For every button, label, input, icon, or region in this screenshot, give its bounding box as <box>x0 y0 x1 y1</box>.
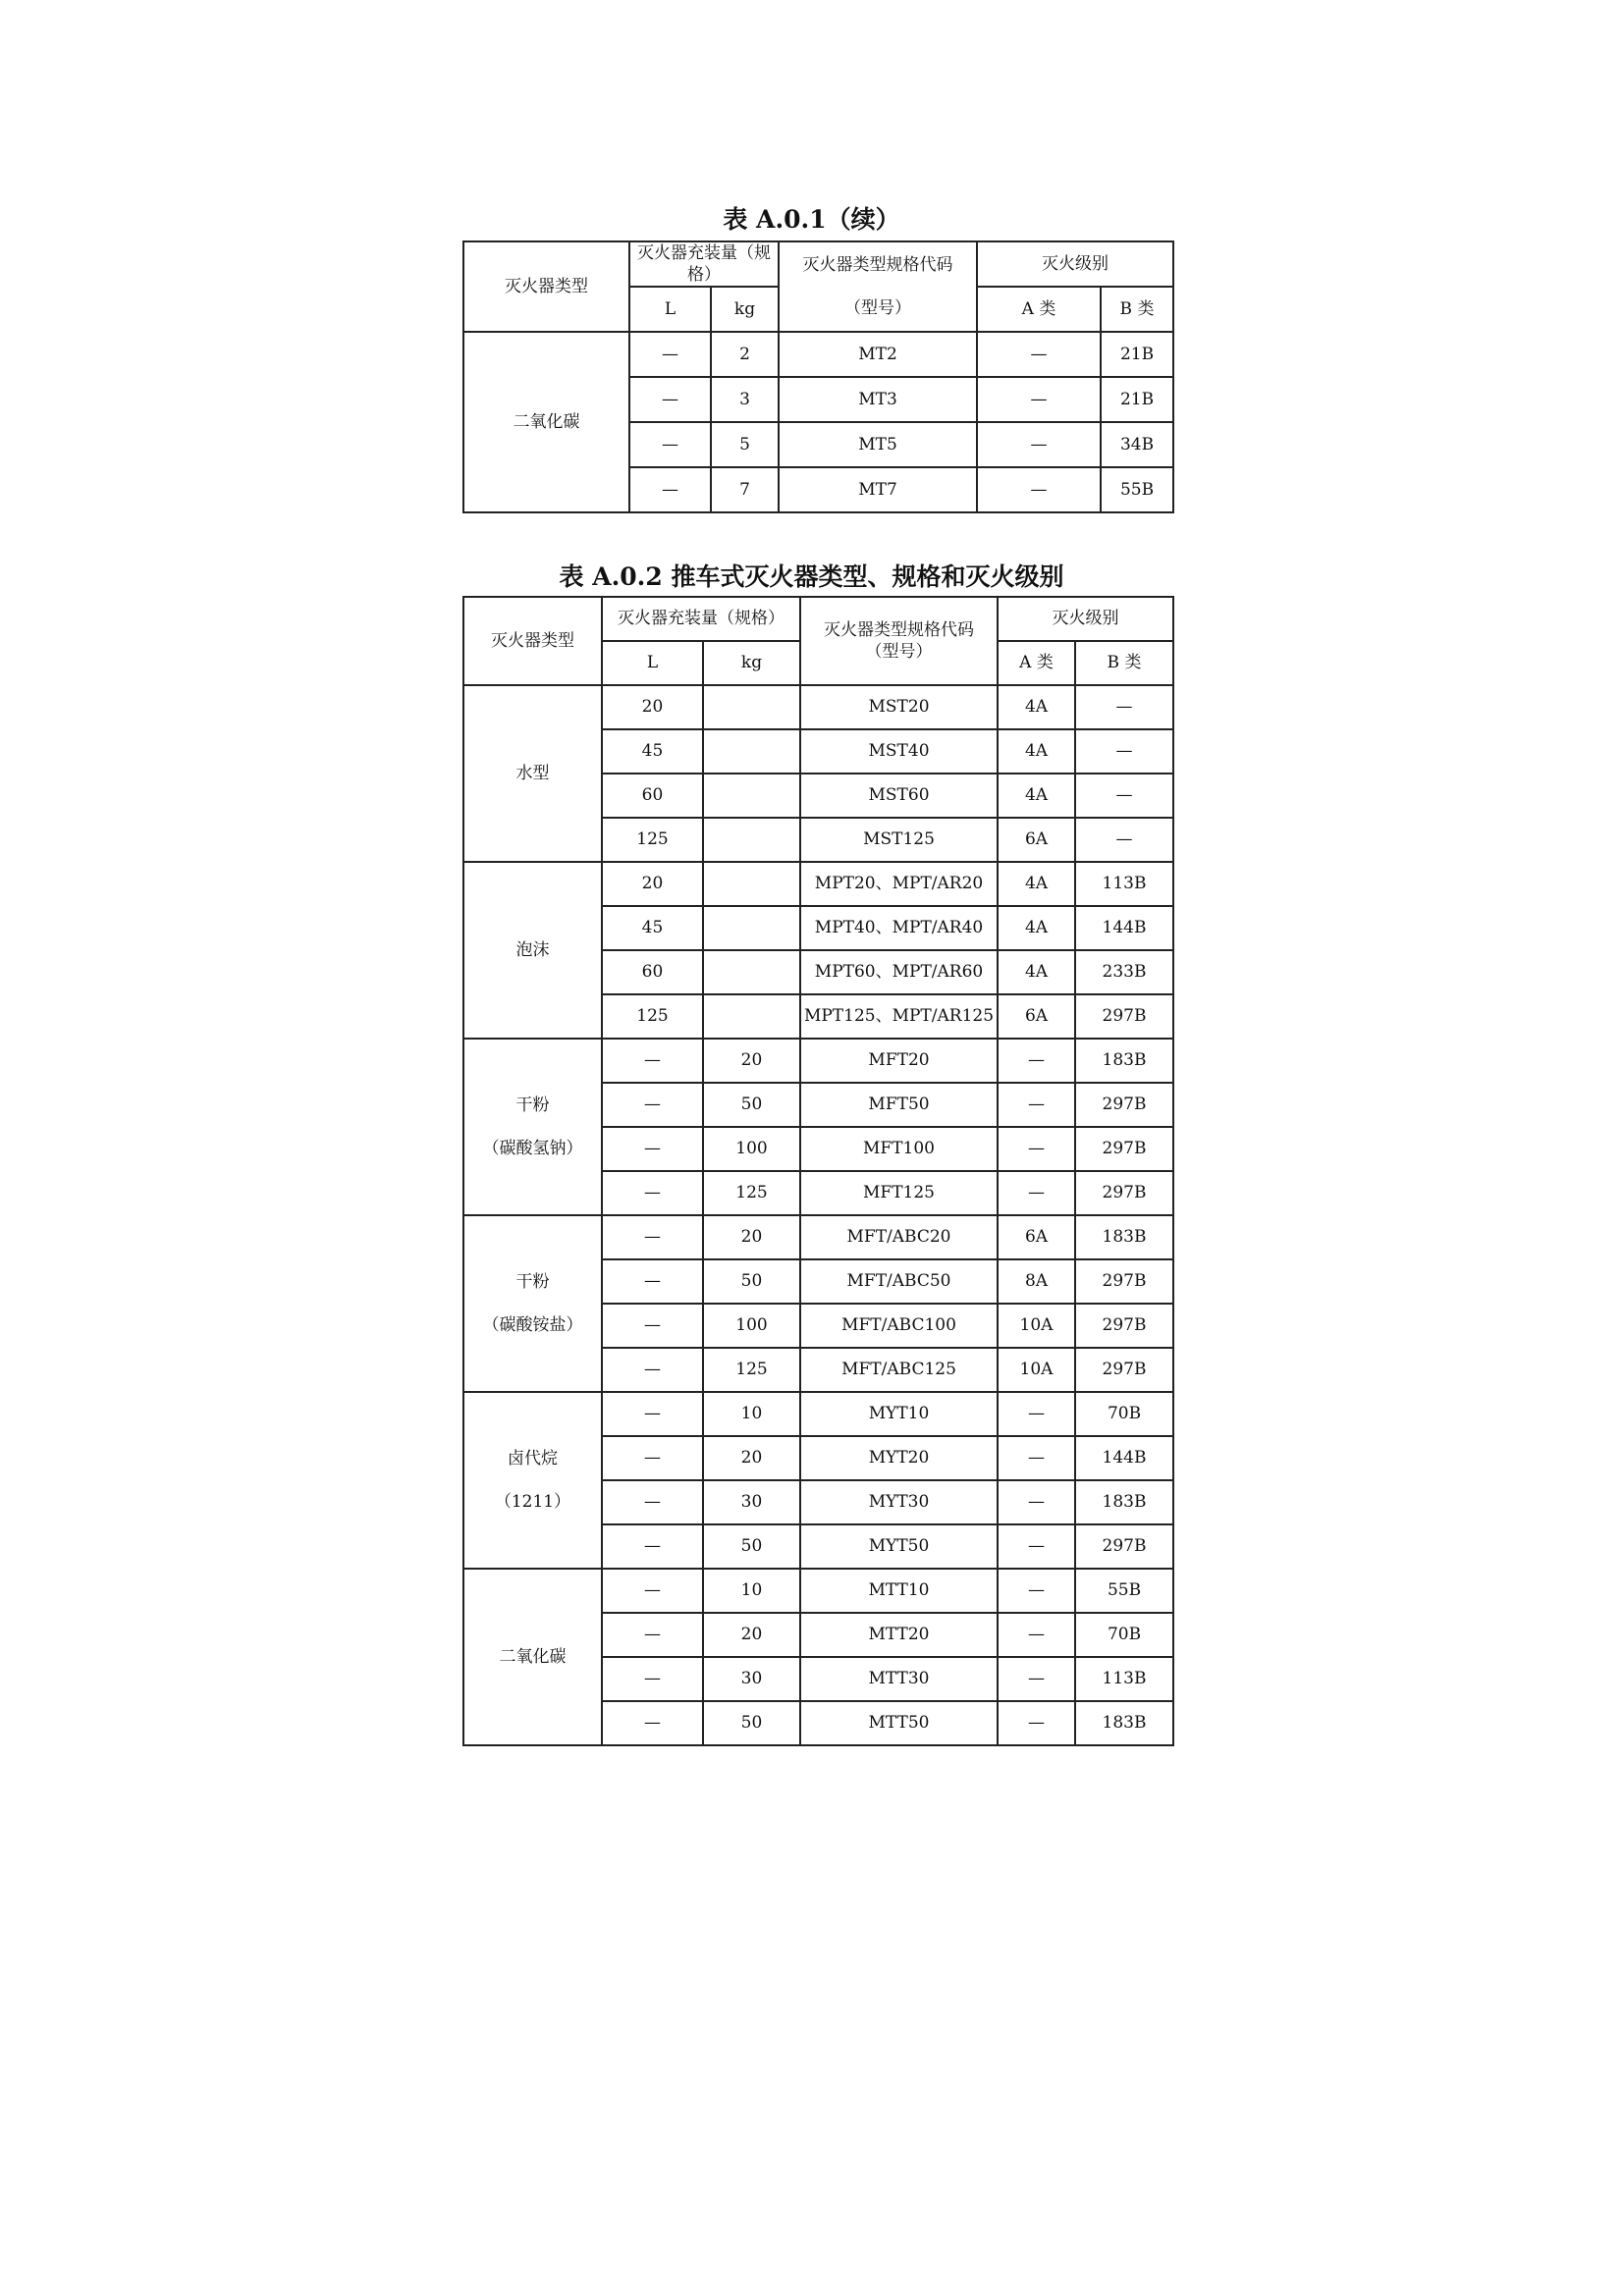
rating-a-cell: — <box>977 377 1101 422</box>
rating-b-cell: 297B <box>1075 1304 1173 1348</box>
capacity-l-cell: 125 <box>602 994 703 1039</box>
rating-a-cell: — <box>998 1127 1075 1171</box>
rating-b-cell: — <box>1075 685 1173 729</box>
model-code-cell: MYT50 <box>800 1524 998 1569</box>
header-rating: 灭火级别 <box>977 241 1173 287</box>
capacity-kg-cell <box>703 774 800 818</box>
rating-b-cell: 70B <box>1075 1613 1173 1657</box>
rating-a-cell: — <box>998 1701 1075 1745</box>
capacity-l-cell: — <box>602 1480 703 1524</box>
table1-caption: 表 A.0.1（续） <box>723 205 900 234</box>
table-row <box>463 685 1173 729</box>
table-row <box>463 862 1173 906</box>
rating-b-cell: 21B <box>1101 332 1173 377</box>
header-type: 灭火器类型 <box>463 241 629 332</box>
capacity-l-cell: — <box>602 1436 703 1480</box>
model-code-cell: MST60 <box>800 774 998 818</box>
rating-a-cell: 4A <box>998 729 1075 774</box>
rating-a-cell: — <box>977 467 1101 512</box>
rating-b-cell: 70B <box>1075 1392 1173 1436</box>
rating-b-cell: 21B <box>1101 377 1173 422</box>
capacity-kg-cell <box>703 950 800 994</box>
rating-b-cell: — <box>1075 774 1173 818</box>
capacity-l-cell: — <box>602 1259 703 1304</box>
extinguisher-type-label: （1211） <box>494 1492 571 1512</box>
rating-b-cell: 183B <box>1075 1039 1173 1083</box>
capacity-kg-cell: 125 <box>703 1348 800 1392</box>
capacity-kg-cell <box>703 685 800 729</box>
capacity-l-cell: — <box>602 1392 703 1436</box>
header-code-line1: 灭火器类型规格代码 <box>802 255 953 275</box>
model-code-cell: MFT/ABC125 <box>800 1348 998 1392</box>
capacity-l-cell: — <box>602 1083 703 1127</box>
capacity-l-cell: 20 <box>602 685 703 729</box>
model-code-cell: MTT50 <box>800 1701 998 1745</box>
extinguisher-type-label: 水型 <box>515 763 550 783</box>
capacity-l-cell: — <box>602 1613 703 1657</box>
model-code-cell: MT5 <box>779 422 977 467</box>
model-code-cell: MFT/ABC100 <box>800 1304 998 1348</box>
rating-b-cell: 297B <box>1075 1348 1173 1392</box>
rating-a-cell: — <box>998 1171 1075 1215</box>
rating-b-cell: 297B <box>1075 1524 1173 1569</box>
rating-a-cell: 4A <box>998 950 1075 994</box>
capacity-l-cell: — <box>602 1127 703 1171</box>
table-row <box>463 1215 1173 1259</box>
rating-a-cell: — <box>998 1613 1075 1657</box>
capacity-kg-cell: 30 <box>703 1480 800 1524</box>
rating-a-cell: 10A <box>998 1348 1075 1392</box>
rating-a-cell: 4A <box>998 774 1075 818</box>
extinguisher-type-cell <box>463 1392 602 1569</box>
model-code-cell: MYT10 <box>800 1392 998 1436</box>
capacity-l-cell: — <box>602 1524 703 1569</box>
model-code-cell: MTT20 <box>800 1613 998 1657</box>
header-capacity: 灭火器充装量（规格） <box>629 241 779 287</box>
model-code-cell: MPT40、MPT/AR40 <box>800 906 998 950</box>
table-a02-cart-extinguishers <box>462 596 1174 1746</box>
model-code-cell: MYT20 <box>800 1436 998 1480</box>
extinguisher-type-label: 干粉 <box>515 1095 550 1115</box>
capacity-l-cell: 20 <box>602 862 703 906</box>
table-a01-continued <box>462 240 1174 513</box>
capacity-l-cell: — <box>629 332 711 377</box>
extinguisher-type-label: 二氧化碳 <box>513 412 580 433</box>
capacity-l-cell: — <box>629 422 711 467</box>
extinguisher-type-label: 泡沫 <box>515 939 550 960</box>
model-code-cell: MPT125、MPT/AR125 <box>800 994 998 1039</box>
model-code-cell: MTT30 <box>800 1657 998 1701</box>
table-row <box>463 332 1173 377</box>
capacity-kg-cell <box>703 906 800 950</box>
capacity-l-cell: 45 <box>602 906 703 950</box>
capacity-kg-cell <box>703 862 800 906</box>
capacity-l-cell: — <box>602 1171 703 1215</box>
rating-a-cell: 4A <box>998 685 1075 729</box>
model-code-cell: MST40 <box>800 729 998 774</box>
header-code-line2: （型号） <box>865 642 933 662</box>
rating-a-cell: — <box>977 422 1101 467</box>
header-type: 灭火器类型 <box>463 597 602 685</box>
table-row <box>463 1569 1173 1613</box>
rating-b-cell: 55B <box>1101 467 1173 512</box>
model-code-cell: MFT20 <box>800 1039 998 1083</box>
capacity-l-cell: — <box>602 1657 703 1701</box>
header-kg: kg <box>711 287 779 332</box>
rating-a-cell: — <box>998 1524 1075 1569</box>
header-code-line1: 灭火器类型规格代码 <box>824 619 974 640</box>
extinguisher-type-label: 干粉 <box>515 1271 550 1292</box>
capacity-l-cell: — <box>602 1701 703 1745</box>
capacity-l-cell: 45 <box>602 729 703 774</box>
rating-b-cell: 144B <box>1075 1436 1173 1480</box>
extinguisher-type-cell <box>463 1215 602 1392</box>
extinguisher-type-cell <box>463 1569 602 1745</box>
capacity-kg-cell: 125 <box>703 1171 800 1215</box>
capacity-kg-cell: 5 <box>711 422 779 467</box>
header-rating: 灭火级别 <box>998 597 1173 641</box>
rating-a-cell: — <box>998 1039 1075 1083</box>
rating-a-cell: — <box>998 1569 1075 1613</box>
model-code-cell: MFT/ABC50 <box>800 1259 998 1304</box>
rating-b-cell: 113B <box>1075 1657 1173 1701</box>
header-code <box>800 597 998 685</box>
header-b: B 类 <box>1101 287 1173 332</box>
capacity-l-cell: 60 <box>602 774 703 818</box>
model-code-cell: MFT125 <box>800 1171 998 1215</box>
rating-a-cell: — <box>998 1392 1075 1436</box>
capacity-l-cell: — <box>629 377 711 422</box>
rating-b-cell: — <box>1075 818 1173 862</box>
capacity-kg-cell: 10 <box>703 1569 800 1613</box>
model-code-cell: MFT100 <box>800 1127 998 1171</box>
rating-b-cell: 183B <box>1075 1215 1173 1259</box>
rating-b-cell: 183B <box>1075 1701 1173 1745</box>
rating-a-cell: 6A <box>998 994 1075 1039</box>
capacity-kg-cell: 3 <box>711 377 779 422</box>
model-code-cell: MFT/ABC20 <box>800 1215 998 1259</box>
rating-a-cell: 4A <box>998 906 1075 950</box>
header-l: L <box>629 287 711 332</box>
extinguisher-type-label: （碳酸铵盐） <box>482 1315 583 1335</box>
rating-b-cell: 113B <box>1075 862 1173 906</box>
table2-caption: 表 A.0.2 推车式灭火器类型、规格和灭火级别 <box>559 562 1064 591</box>
capacity-kg-cell: 20 <box>703 1436 800 1480</box>
capacity-kg-cell: 100 <box>703 1127 800 1171</box>
rating-b-cell: 233B <box>1075 950 1173 994</box>
capacity-kg-cell: 50 <box>703 1083 800 1127</box>
extinguisher-type-label: 卤代烷 <box>508 1448 558 1468</box>
capacity-kg-cell: 10 <box>703 1392 800 1436</box>
capacity-kg-cell <box>703 818 800 862</box>
header-a: A 类 <box>977 287 1101 332</box>
model-code-cell: MYT30 <box>800 1480 998 1524</box>
rating-b-cell: 297B <box>1075 994 1173 1039</box>
header-kg: kg <box>703 641 800 685</box>
capacity-kg-cell: 100 <box>703 1304 800 1348</box>
capacity-kg-cell: 50 <box>703 1524 800 1569</box>
rating-a-cell: 10A <box>998 1304 1075 1348</box>
capacity-kg-cell: 20 <box>703 1039 800 1083</box>
capacity-kg-cell: 30 <box>703 1657 800 1701</box>
capacity-l-cell: 125 <box>602 818 703 862</box>
capacity-l-cell: — <box>602 1039 703 1083</box>
table-row <box>463 1039 1173 1083</box>
rating-a-cell: — <box>998 1083 1075 1127</box>
rating-b-cell: 297B <box>1075 1259 1173 1304</box>
header-a: A 类 <box>998 641 1075 685</box>
extinguisher-type-cell <box>463 685 602 862</box>
rating-b-cell: 297B <box>1075 1127 1173 1171</box>
header-l: L <box>602 641 703 685</box>
model-code-cell: MPT20、MPT/AR20 <box>800 862 998 906</box>
model-code-cell: MT7 <box>779 467 977 512</box>
table-row <box>463 1392 1173 1436</box>
header-capacity: 灭火器充装量（规格） <box>602 597 800 641</box>
rating-a-cell: — <box>977 332 1101 377</box>
rating-a-cell: — <box>998 1480 1075 1524</box>
rating-b-cell: 55B <box>1075 1569 1173 1613</box>
extinguisher-type-cell <box>463 862 602 1039</box>
capacity-kg-cell: 50 <box>703 1259 800 1304</box>
capacity-l-cell: — <box>602 1304 703 1348</box>
header-code-line2: （型号） <box>844 298 911 319</box>
capacity-kg-cell <box>703 994 800 1039</box>
rating-b-cell: — <box>1075 729 1173 774</box>
rating-b-cell: 297B <box>1075 1171 1173 1215</box>
rating-a-cell: 6A <box>998 818 1075 862</box>
rating-b-cell: 183B <box>1075 1480 1173 1524</box>
extinguisher-type-label: （碳酸氢钠） <box>482 1139 583 1158</box>
rating-a-cell: 4A <box>998 862 1075 906</box>
capacity-kg-cell: 2 <box>711 332 779 377</box>
extinguisher-type-cell <box>463 1039 602 1215</box>
rating-a-cell: — <box>998 1657 1075 1701</box>
header-code <box>779 241 977 332</box>
rating-a-cell: 8A <box>998 1259 1075 1304</box>
model-code-cell: MTT10 <box>800 1569 998 1613</box>
capacity-kg-cell: 20 <box>703 1613 800 1657</box>
capacity-kg-cell <box>703 729 800 774</box>
rating-a-cell: — <box>998 1436 1075 1480</box>
capacity-kg-cell: 7 <box>711 467 779 512</box>
capacity-l-cell: — <box>629 467 711 512</box>
capacity-l-cell: 60 <box>602 950 703 994</box>
extinguisher-type-cell <box>463 332 629 512</box>
model-code-cell: MT3 <box>779 377 977 422</box>
capacity-kg-cell: 20 <box>703 1215 800 1259</box>
extinguisher-type-label: 二氧化碳 <box>499 1646 567 1667</box>
model-code-cell: MST125 <box>800 818 998 862</box>
capacity-kg-cell: 50 <box>703 1701 800 1745</box>
rating-b-cell: 144B <box>1075 906 1173 950</box>
header-b: B 类 <box>1075 641 1173 685</box>
model-code-cell: MFT50 <box>800 1083 998 1127</box>
capacity-l-cell: — <box>602 1348 703 1392</box>
capacity-l-cell: — <box>602 1215 703 1259</box>
capacity-l-cell: — <box>602 1569 703 1613</box>
rating-b-cell: 34B <box>1101 422 1173 467</box>
model-code-cell: MT2 <box>779 332 977 377</box>
model-code-cell: MST20 <box>800 685 998 729</box>
rating-b-cell: 297B <box>1075 1083 1173 1127</box>
rating-a-cell: 6A <box>998 1215 1075 1259</box>
model-code-cell: MPT60、MPT/AR60 <box>800 950 998 994</box>
